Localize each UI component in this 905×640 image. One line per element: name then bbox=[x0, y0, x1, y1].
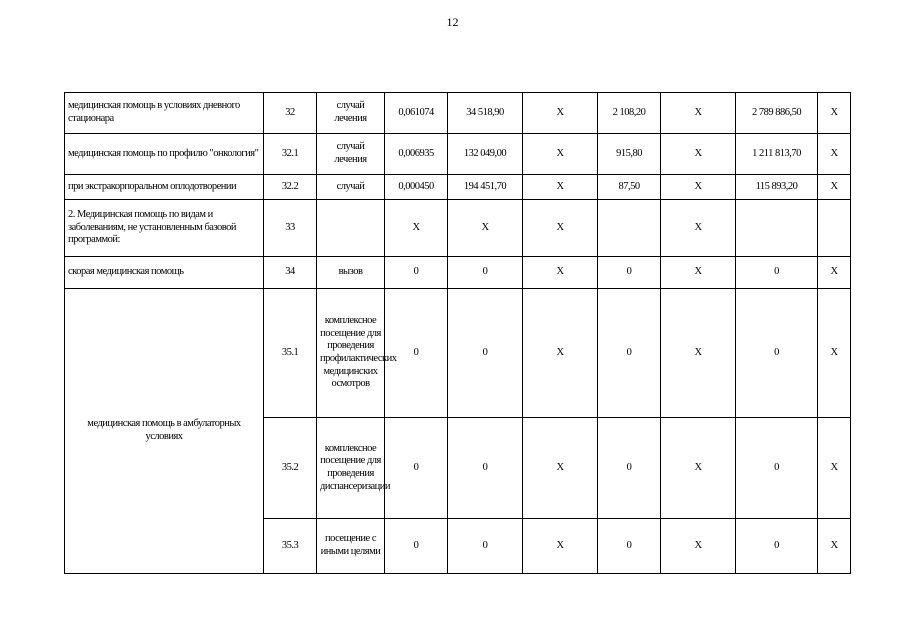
value-cell: 0 bbox=[448, 418, 523, 519]
row-number: 32 bbox=[264, 93, 317, 134]
value-cell: 2 108,20 bbox=[598, 93, 661, 134]
value-cell: Х bbox=[523, 200, 598, 257]
value-cell: 915,80 bbox=[598, 134, 661, 175]
table-row bbox=[65, 257, 851, 289]
value-cell: Х bbox=[523, 519, 598, 574]
value-cell: Х bbox=[661, 200, 736, 257]
unit-cell: случай лечения bbox=[317, 93, 385, 134]
value-cell: 0 bbox=[598, 418, 661, 519]
unit-cell: комплексное посещение для проведения диспансеризации bbox=[317, 418, 385, 519]
value-cell: 0,006935 bbox=[385, 134, 448, 175]
value-cell: 0 bbox=[736, 519, 818, 574]
value-cell bbox=[736, 200, 818, 257]
row-number: 35.3 bbox=[264, 519, 317, 574]
table-row bbox=[65, 134, 851, 175]
value-cell bbox=[818, 200, 851, 257]
value-cell: 1 211 813,70 bbox=[736, 134, 818, 175]
value-cell: Х bbox=[661, 257, 736, 289]
table-row bbox=[65, 289, 851, 418]
table-row bbox=[65, 200, 851, 257]
value-cell: 2 789 886,50 bbox=[736, 93, 818, 134]
unit-cell: случай bbox=[317, 175, 385, 200]
row-number: 32.2 bbox=[264, 175, 317, 200]
value-cell: 0 bbox=[736, 257, 818, 289]
value-cell: Х bbox=[818, 93, 851, 134]
value-cell: 0 bbox=[385, 519, 448, 574]
value-cell: Х bbox=[661, 519, 736, 574]
value-cell: 0 bbox=[598, 289, 661, 418]
row-name: скорая медицинская помощь bbox=[65, 257, 264, 289]
value-cell: Х bbox=[818, 519, 851, 574]
value-cell: 87,50 bbox=[598, 175, 661, 200]
value-cell: Х bbox=[661, 175, 736, 200]
row-name: медицинская помощь по профилю "онкология" bbox=[65, 134, 264, 175]
value-cell: 115 893,20 bbox=[736, 175, 818, 200]
row-name: 2. Медицинская помощь по видам и заболеваниям, не установленным базовой программой: bbox=[65, 200, 264, 257]
value-cell: Х bbox=[661, 289, 736, 418]
unit-cell: вызов bbox=[317, 257, 385, 289]
value-cell: Х bbox=[523, 289, 598, 418]
table-row bbox=[65, 175, 851, 200]
row-number: 35.2 bbox=[264, 418, 317, 519]
table-row bbox=[65, 93, 851, 134]
value-cell: 0 bbox=[448, 257, 523, 289]
value-cell: Х bbox=[523, 134, 598, 175]
value-cell: Х bbox=[661, 93, 736, 134]
row-number: 35.1 bbox=[264, 289, 317, 418]
value-cell: 0 bbox=[448, 519, 523, 574]
row-name: при экстракорпоральном оплодотворении bbox=[65, 175, 264, 200]
value-cell: Х bbox=[818, 175, 851, 200]
row-number: 32.1 bbox=[264, 134, 317, 175]
value-cell: 0 bbox=[598, 257, 661, 289]
value-cell: Х bbox=[523, 418, 598, 519]
row-name: медицинская помощь в условиях дневного стационара bbox=[65, 93, 264, 134]
value-cell: 0 bbox=[736, 289, 818, 418]
value-cell: 0,000450 bbox=[385, 175, 448, 200]
value-cell: Х bbox=[818, 418, 851, 519]
value-cell: 0,061074 bbox=[385, 93, 448, 134]
value-cell bbox=[598, 200, 661, 257]
value-cell: 0 bbox=[598, 519, 661, 574]
value-cell: 194 451,70 bbox=[448, 175, 523, 200]
value-cell: Х bbox=[523, 175, 598, 200]
value-cell: Х bbox=[818, 289, 851, 418]
value-cell: 34 518,90 bbox=[448, 93, 523, 134]
value-cell: Х bbox=[661, 134, 736, 175]
unit-cell: комплексное посещение для проведения профилактических медицинских осмотров bbox=[317, 289, 385, 418]
unit-cell: случай лечения bbox=[317, 134, 385, 175]
value-cell: Х bbox=[385, 200, 448, 257]
data-table bbox=[64, 92, 851, 574]
ambulatory-group-name: медицинская помощь в амбулаторных условиях bbox=[65, 289, 264, 574]
value-cell: 0 bbox=[385, 257, 448, 289]
value-cell: Х bbox=[818, 257, 851, 289]
value-cell: Х bbox=[661, 418, 736, 519]
row-number: 34 bbox=[264, 257, 317, 289]
page-number: 12 bbox=[446, 15, 459, 29]
row-number: 33 bbox=[264, 200, 317, 257]
unit-cell: посещение с иными целями bbox=[317, 519, 385, 574]
value-cell: Х bbox=[448, 200, 523, 257]
value-cell: 0 bbox=[448, 289, 523, 418]
value-cell: Х bbox=[818, 134, 851, 175]
value-cell: Х bbox=[523, 257, 598, 289]
value-cell: 0 bbox=[385, 418, 448, 519]
unit-cell bbox=[317, 200, 385, 257]
value-cell: 0 bbox=[736, 418, 818, 519]
value-cell: 132 049,00 bbox=[448, 134, 523, 175]
value-cell: 0 bbox=[385, 289, 448, 418]
value-cell: Х bbox=[523, 93, 598, 134]
